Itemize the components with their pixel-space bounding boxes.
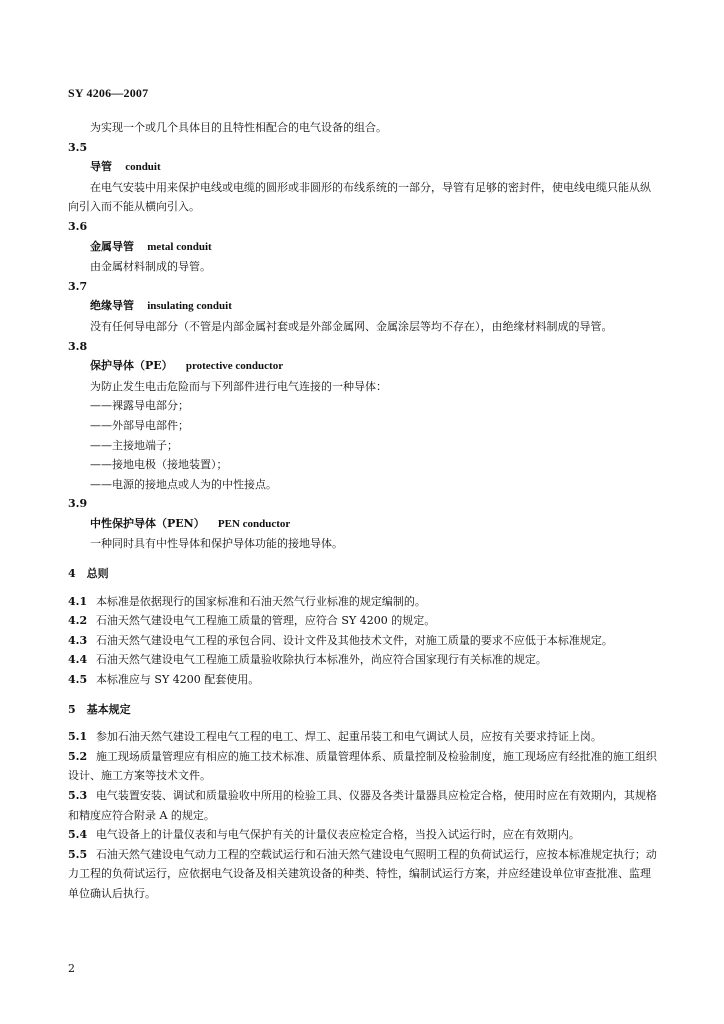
clause [68, 670, 660, 690]
term-en: metal conduit [147, 240, 212, 253]
clause-text: 施工现场质量管理应有相应的施工技术标准、质量管理体系、质量控制及检验制度，施工现场应有经批准的施工组织设计、施工方案等技术文件。 [68, 749, 657, 783]
list-item: ——外部导电部件； [90, 418, 189, 432]
clause-number: 5.1 [68, 730, 88, 744]
list-item: ——主接地端子； [90, 438, 178, 452]
term-en: PEN conductor [217, 517, 291, 530]
list-item: ——裸露导电部分； [90, 399, 189, 413]
clause [68, 727, 660, 747]
clause-number: 4.1 [68, 594, 88, 608]
term-en: protective conductor [185, 360, 284, 373]
term-definition: 为防止发生电击危险而与下列部件进行电气连接的一种导体： [90, 379, 387, 393]
clause-number: 5.3 [68, 789, 88, 802]
term-definition: 没有任何导电部分（不管是内部金属衬套或是外部金属网、金属涂层等均不存在），由绝缘材料制成的导管。 [90, 319, 613, 333]
section-heading: 4 总则 [68, 567, 109, 581]
clause [68, 845, 660, 904]
standard-code: SY 4206—2007 [68, 86, 149, 100]
term-number: 3.9 [68, 497, 88, 511]
page-number: 2 [68, 962, 75, 975]
clause [68, 631, 660, 651]
clause-text: 石油天然气建设电气动力工程的空载试运行和石油天然气建设电气照明工程的负荷试运行，应按本标准规定执行；动力工程的负荷试运行，应依据电气设备及相关建筑设备的种类、特性，编制试运行方案，并应经建设单位审查批准、监理单位确认后执行。 [68, 847, 657, 900]
term-definition: 一种同时具有中性导体和保护导体功能的接地导体。 [90, 537, 343, 551]
clause [68, 611, 660, 631]
clause-text: 本标准应与 SY 4200 配套使用。 [95, 673, 260, 687]
clause [68, 650, 660, 670]
term-title [68, 157, 660, 178]
clause [68, 747, 660, 786]
list-item: ——电源的接地点或人为的中性接点。 [90, 477, 277, 491]
document-body [68, 118, 660, 904]
term-definition: 在电气安装中用来保护电线或电缆的圆形或非圆形的布线系统的一部分，导管有足够的密封件，使电线电缆只能从纵向引入而不能从横向引入。 [68, 180, 651, 214]
term-cn: 绝缘导管 [90, 299, 134, 313]
clause-text: 本标准是依据现行的国家标准和石油天然气行业标准的规定编制的。 [95, 594, 426, 608]
clause-text: 石油天然气建设电气工程的承包合同、设计文件及其他技术文件，对施工质量的要求不应低于本标准规定。 [95, 633, 613, 647]
clause-text: 电气装置安装、调试和质量验收中所用的检验工具、仪器及各类计量器具应检定合格，使用时应在有效期内，其规格和精度应符合附录 A 的规定。 [68, 789, 657, 822]
term-number: 3.5 [68, 140, 88, 154]
term-en: conduit [125, 161, 161, 174]
clause-text: 电气设备上的计量仪表和与电气保护有关的计量仪表应检定合格，当投入试运行时，应在有效期内。 [95, 828, 580, 842]
clause [68, 592, 660, 612]
clause-text: 参加石油天然气建设工程电气工程的电工、焊工、起重吊装工和电气调试人员，应按有关要求持证上岗。 [95, 730, 602, 744]
term-number: 3.6 [68, 219, 88, 233]
section-heading: 5 基本规定 [68, 702, 131, 716]
clause-number: 4.5 [68, 673, 88, 687]
term-cn: 保护导体（PE） [90, 359, 173, 373]
intro-text: 为实现一个或几个具体目的且特性相配合的电气设备的组合。 [90, 121, 387, 134]
term-title [68, 237, 660, 258]
clause-text: 石油天然气建设电气工程施工质量的管理，应符合 SY 4200 的规定。 [95, 614, 436, 628]
term-title [68, 356, 660, 377]
term-title [68, 296, 660, 317]
clause-number: 5.4 [68, 828, 88, 842]
term-cn: 中性保护导体（PEN） [90, 516, 205, 530]
term-definition: 由金属材料制成的导管。 [90, 260, 211, 274]
clause-text: 石油天然气建设电气工程施工质量验收除执行本标准外，尚应符合国家现行有关标准的规定。 [95, 653, 547, 667]
clause-number: 4.2 [68, 614, 88, 628]
clause-number: 4.3 [68, 633, 88, 647]
clause-number: 4.4 [68, 653, 88, 667]
clause-number: 5.5 [68, 847, 88, 861]
term-cn: 金属导管 [90, 239, 134, 253]
term-cn: 导管 [90, 160, 112, 174]
clause [68, 786, 660, 825]
clause [68, 825, 660, 845]
clause-number: 5.2 [68, 749, 88, 763]
term-number: 3.7 [68, 279, 88, 293]
term-title [68, 514, 660, 535]
term-number: 3.8 [68, 339, 88, 353]
list-item: ——接地电极（接地装置）； [90, 458, 228, 472]
term-en: insulating conduit [147, 300, 232, 313]
